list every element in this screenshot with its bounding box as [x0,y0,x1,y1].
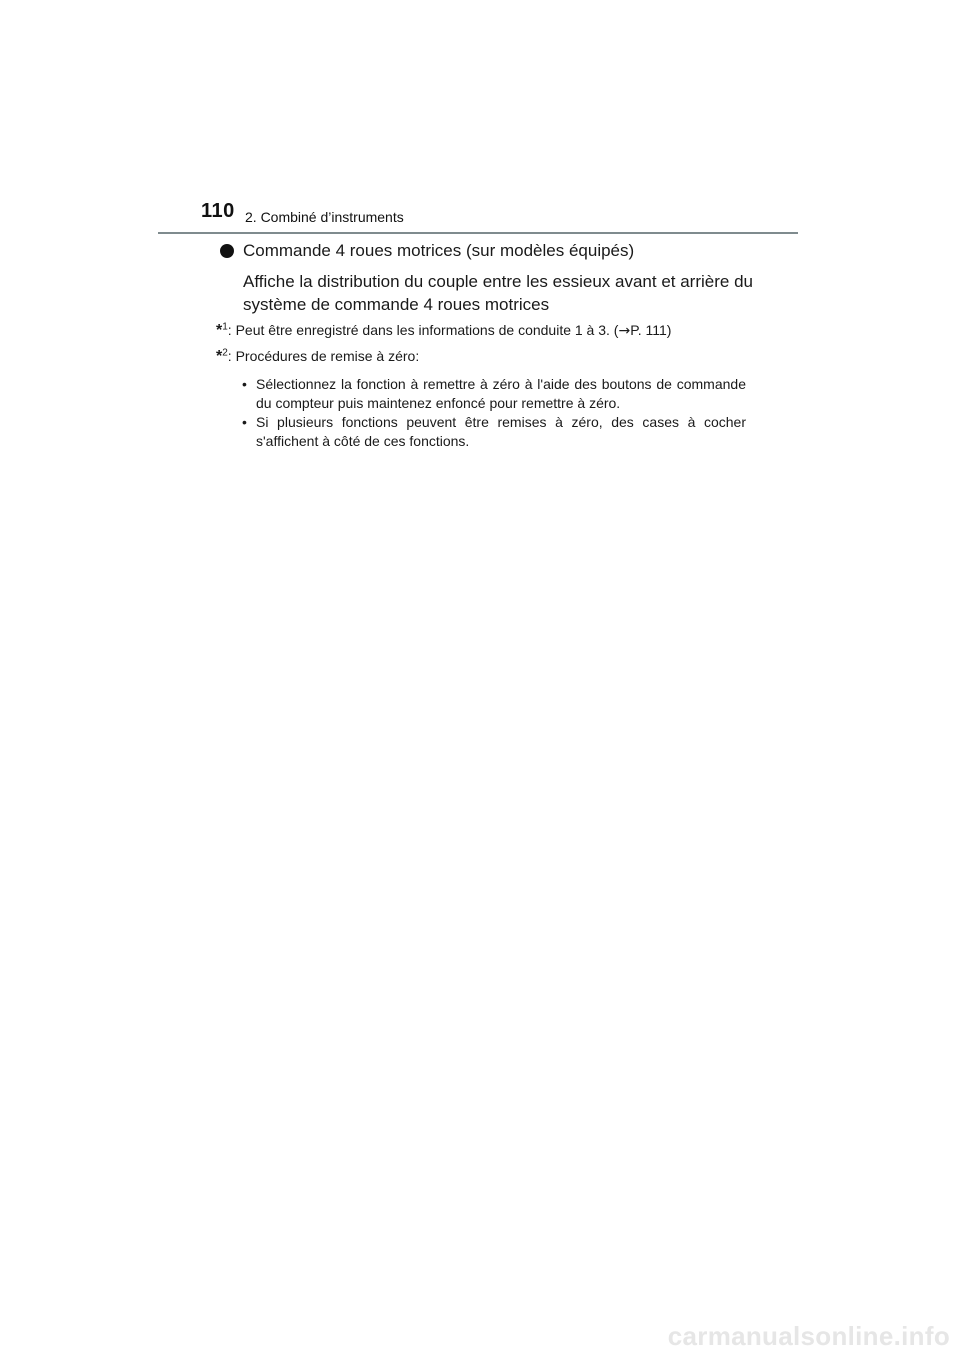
header-divider [158,232,798,234]
footnote-number: 1 [222,321,228,333]
bullet-description: Affiche la distribution du couple entre les essieux avant et arrière du système de commande 4 roues motrices [243,272,753,314]
bullet-title: Commande 4 roues motrices (sur modèles équipés) [243,241,635,260]
footnote-number: 2 [222,347,228,359]
dot-bullet-icon: • [242,414,247,430]
page-header [0,0,960,240]
bullet-heading [220,238,780,264]
page-number: 110 [201,200,235,222]
arrow-right-icon: → [618,323,631,339]
list-item [242,413,746,451]
filled-circle-bullet-icon [220,244,234,258]
section-title: 2. Combiné d’instruments [245,209,404,225]
footnotes [216,320,756,456]
footnote-asterisk: * [216,322,223,339]
reset-procedure-list [216,375,746,451]
page-reference-link[interactable]: P. 111) [630,322,672,338]
list-item [242,375,746,413]
footnote-asterisk: * [216,348,223,365]
footnote-2 [216,346,756,451]
dot-bullet-icon: • [242,376,247,392]
list-item-text: Si plusieurs fonctions peuvent être remises à zéro, des cases à cocher s'affichent à côté de ces fonctions. [256,414,746,449]
footnote-1 [216,320,756,341]
list-item-text: Sélectionnez la fonction à remettre à zéro à l'aide des boutons de commande du compteur puis maintenez enfoncé pour remettre à zéro. [256,376,746,411]
footnote-text: : Procédures de remise à zéro: [227,348,420,364]
footnote-text: : Peut être enregistré dans les informations de conduite 1 à 3. ( [227,322,619,338]
site-watermark: carmanualsonline.info [667,1321,950,1351]
bullet-section [220,238,780,316]
